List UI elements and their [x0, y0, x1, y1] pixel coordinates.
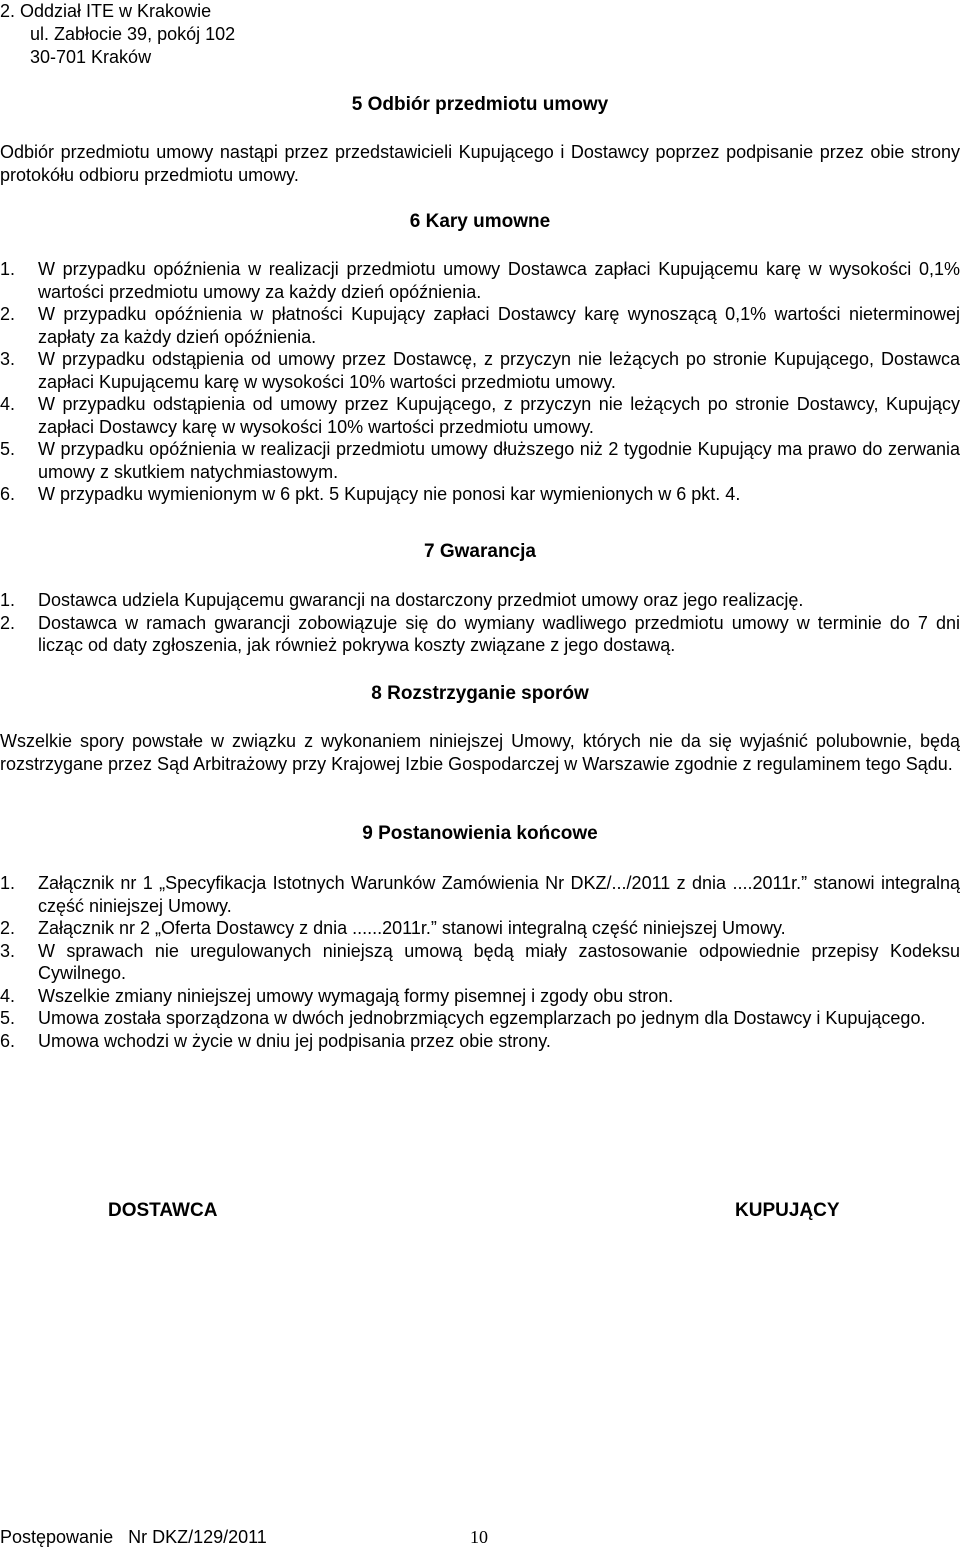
signature-supplier: DOSTAWCA	[108, 1200, 218, 1221]
list-item: 2. W przypadku opóźnienia w płatności Kupujący zapłaci Dostawcy karę wynoszącą 0,1% wartości nieterminowej zapłaty za każdy dzień opóźnienia.	[0, 304, 960, 347]
address-line-3: 30-701 Kraków	[30, 47, 152, 67]
section-7-title: 7 Gwarancja	[424, 541, 536, 562]
list-item: 6. W przypadku wymienionym w 6 pkt. 5 Kupujący nie ponosi kar wymienionych w 6 pkt. 4.	[0, 484, 741, 504]
section-8-title: 8 Rozstrzyganie sporów	[371, 683, 589, 704]
section-8-text: Wszelkie spory powstałe w związku z wykonaniem niniejszej Umowy, których nie da się wyjaśnić polubownie, będą rozstrzygane przez Sąd Arbitrażowy przy Krajowej Izbie Gospodarczej w Warszawie zgodnie z regulaminem tego Sądu.	[0, 731, 960, 774]
list-item: 3. W przypadku odstąpienia od umowy przez Dostawcę, z przyczyn nie leżących po stronie Kupującego, Dostawca zapłaci Kupującemu karę w wysokości 10% wartości przedmiotu umowy.	[0, 349, 960, 392]
list-item: 1. Dostawca udziela Kupującemu gwarancji na dostarczony przedmiot umowy oraz jego realizację.	[0, 590, 804, 610]
section-7-list	[0, 589, 960, 657]
list-item: 2. Dostawca w ramach gwarancji zobowiązuje się do wymiany wadliwego przedmiotu umowy w terminie do 7 dni licząc od daty zgłoszenia, jak również pokrywa koszty związane z jego dostawą.	[0, 612, 960, 655]
address-block	[0, 0, 400, 69]
section-9-list	[0, 872, 960, 1052]
list-item: 1. W przypadku opóźnienia w realizacji przedmiotu umowy Dostawca zapłaci Kupującemu karę w wysokości 0,1% wartości przedmiotu umowy za każdy dzień opóźnienia.	[0, 259, 960, 302]
section-8-heading	[0, 683, 960, 706]
list-item: 4. Wszelkie zmiany niniejszej umowy wymagają formy pisemnej i zgody obu stron.	[0, 985, 674, 1006]
list-item: 5. Umowa została sporządzona w dwóch jednobrzmiących egzemplarzach po jednym dla Dostawcy i Kupującego.	[0, 1008, 926, 1028]
address-line-1: 2. Oddział ITE w Krakowie	[0, 1, 212, 21]
section-5-text: Odbiór przedmiotu umowy nastąpi przez przedstawicieli Kupującego i Dostawcy poprzez podpisanie przez obie strony protokółu odbioru przedmiotu umowy.	[0, 142, 960, 185]
address-line-2: ul. Zabłocie 39, pokój 102	[30, 24, 236, 44]
section-5-title: 5 Odbiór przedmiotu umowy	[351, 94, 609, 115]
section-6-list	[0, 258, 960, 506]
section-6-heading	[0, 211, 960, 234]
list-item: 6. Umowa wchodzi w życie w dniu jej podpisania przez obie strony.	[0, 1030, 551, 1051]
signature-buyer: KUPUJĄCY	[735, 1200, 840, 1221]
section-9-title: 9 Postanowienia końcowe	[362, 823, 598, 844]
section-5-heading	[0, 94, 960, 117]
list-item: 1. Załącznik nr 1 „Specyfikacja Istotnych Warunków Zamówienia Nr DKZ/.../2011 z dnia ....2011r.” stanowi integralną część niniejszej Umowy.	[0, 873, 960, 916]
section-9-heading	[0, 823, 960, 846]
footer-reference: Postępowanie Nr DKZ/129/2011	[0, 1527, 267, 1547]
section-7-heading	[0, 541, 960, 564]
page-number: 10	[470, 1527, 488, 1547]
list-item: 4. W przypadku odstąpienia od umowy przez Kupującego, z przyczyn nie leżących po stronie Dostawcy, Kupujący zapłaci Dostawcy karę w wysokości 10% wartości przedmiotu umowy.	[0, 394, 960, 437]
list-item: 2. Załącznik nr 2 „Oferta Dostawcy z dnia ......2011r.” stanowi integralną część niniejszej Umowy.	[0, 918, 786, 938]
list-item: 5. W przypadku opóźnienia w realizacji przedmiotu umowy dłuższego niż 2 tygodnie Kupujący ma prawo do zerwania umowy z skutkiem natychmiastowym.	[0, 439, 960, 482]
section-6-title: 6 Kary umowne	[409, 211, 551, 232]
list-item: 3. W sprawach nie uregulowanych niniejszą umową będą miały zastosowanie odpowiednie przepisy Kodeksu Cywilnego.	[0, 940, 960, 983]
